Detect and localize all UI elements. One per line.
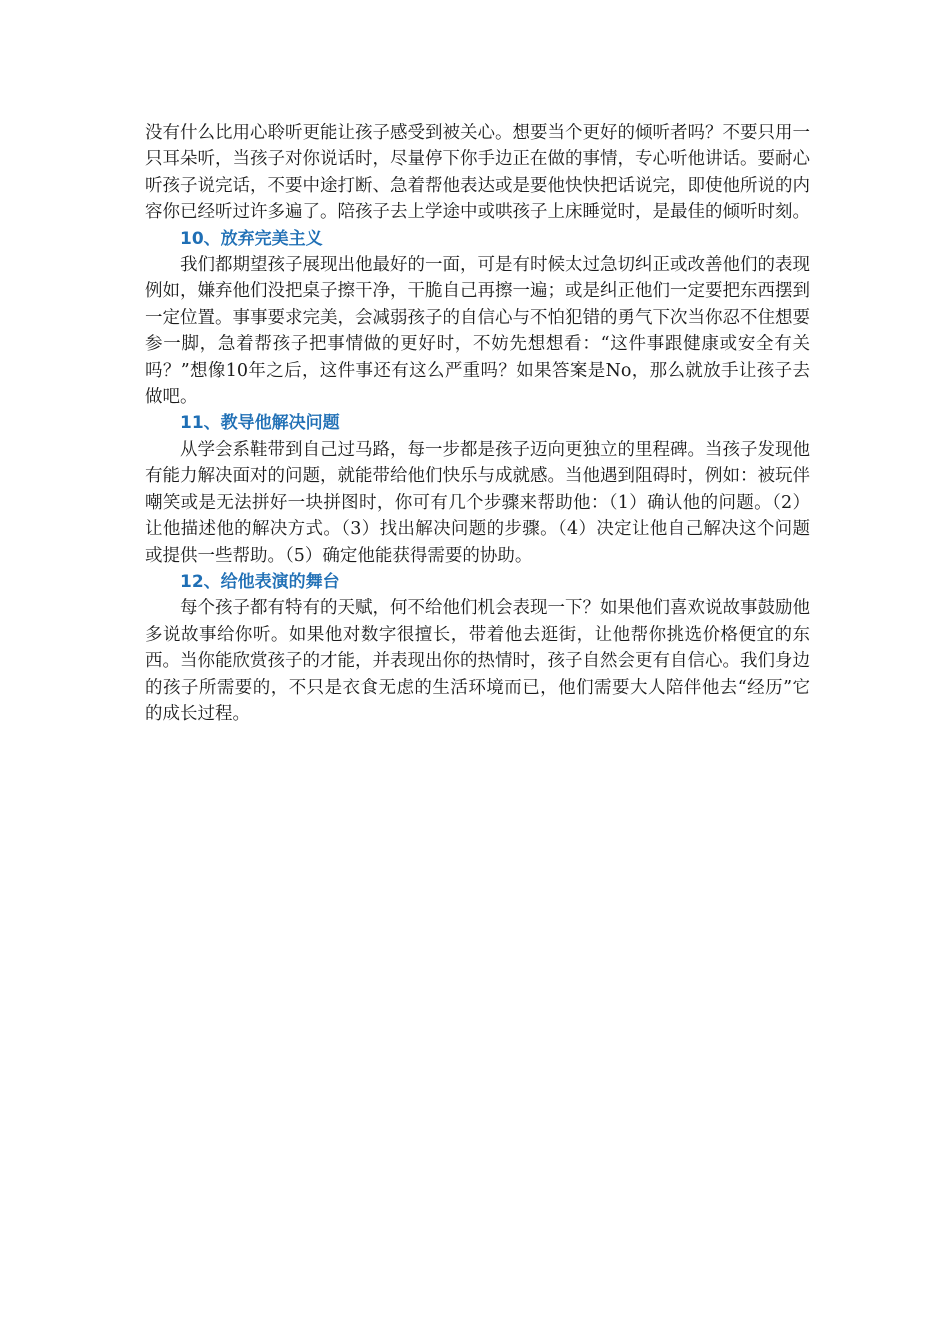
section-body: 从学会系鞋带到自己过马路，每一步都是孩子迈向更独立的里程碑。当孩子发现他有能力解决面对的问题，就能带给他们快乐与成就感。当他遇到阻碍时，例如：被玩伴嘲笑或是无法拼好一块拼图时，你可有几个步骤来帮助他：（1）确认他的问题。（2）让他描述他的解决方式。（3）找出解决问题的步骤。（4）决定让他自己解决这个问题或提供一些帮助。（5）确定他能获得需要的协助。 xyxy=(145,439,810,566)
intro-paragraph: 没有什么比用心聆听更能让孩子感受到被关心。想要当个更好的倾听者吗？不要只用一只耳朵听，当孩子对你说话时，尽量停下你手边正在做的事情，专心听他讲话。要耐心听孩子说完话，不要中途打断、急着帮他表达或是要他快快把话说完，即使他所说的内容你已经听过许多遍了。陪孩子去上学途中或哄孩子上床睡觉时，是最佳的倾听时刻。 xyxy=(145,123,810,223)
section-body: 每个孩子都有特有的天赋，何不给他们机会表现一下？如果他们喜欢说故事鼓励他多说故事给你听。如果他对数字很擅长，带着他去逛街，让他帮你挑选价格便宜的东西。当你能欣赏孩子的才能，并表现出你的热情时，孩子自然会更有自信心。我们身边的孩子所需要的，不只是衣食无虑的生活环境而已，他们需要大人陪伴他去“经历”它的成长过程。 xyxy=(145,598,810,724)
section-heading: 12、给他表演的舞台 xyxy=(180,571,340,592)
section-10 xyxy=(145,226,810,411)
document-page xyxy=(145,120,810,727)
section-12 xyxy=(145,569,810,727)
section-11 xyxy=(145,410,810,568)
section-body: 我们都期望孩子展现出他最好的一面，可是有时候太过急切纠正或改善他们的表现例如，嫌弃他们没把桌子擦干净，干脆自己再擦一遍；或是纠正他们一定要把东西摆到一定位置。事事要求完美，会减弱孩子的自信心与不怕犯错的勇气下次当你忍不住想要参一脚，急着帮孩子把事情做的更好时，不妨先想想看：“这件事跟健康或安全有关吗？”想像10年之后，这件事还有这么严重吗？如果答案是No，那么就放手让孩子去做吧。 xyxy=(145,255,810,408)
section-heading: 10、放弃完美主义 xyxy=(180,228,323,249)
section-heading: 11、教导他解决问题 xyxy=(180,413,340,434)
